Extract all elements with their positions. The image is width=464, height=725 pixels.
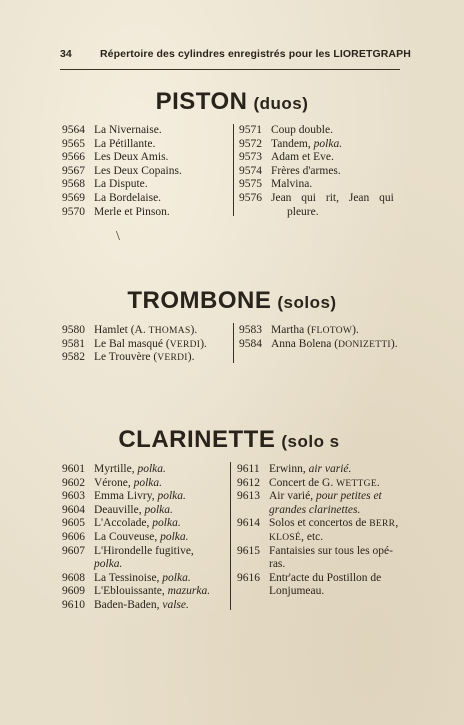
catalog-number: 9603	[62, 490, 85, 503]
catalog-title	[94, 477, 162, 491]
title-text: La Pétillante.	[94, 137, 156, 150]
catalog-number: 9604	[62, 503, 85, 516]
catalog-title	[269, 558, 285, 572]
catalog-entry	[62, 572, 232, 586]
title-text: La Dispute.	[94, 178, 148, 191]
catalog-number: 9572	[239, 137, 262, 150]
catalog-entry	[62, 504, 232, 518]
catalog-entry	[239, 178, 401, 192]
catalog-number: 9606	[62, 530, 85, 543]
catalog-title	[271, 165, 341, 179]
trombone-divider	[233, 323, 234, 363]
catalog-number: 9583	[239, 324, 262, 336]
title-tail: ).	[190, 324, 198, 336]
composer-name: VERDI	[169, 339, 201, 350]
catalog-number: 9613	[237, 490, 260, 503]
title-text: Frères d'armes.	[271, 164, 341, 177]
catalog-title	[94, 531, 189, 545]
catalog-title	[269, 490, 382, 504]
catalog-entry	[237, 463, 407, 477]
catalog-entry	[62, 324, 232, 338]
catalog-number: 9581	[62, 337, 85, 350]
catalog-title	[94, 151, 168, 165]
title-italic: polka.	[152, 517, 181, 530]
catalog-title	[94, 324, 197, 339]
catalog-number: 9612	[237, 476, 260, 489]
catalog-entry	[239, 324, 409, 338]
title-text: Baden-Baden,	[94, 598, 160, 611]
title-text: Vérone,	[94, 476, 131, 489]
catalog-title	[94, 206, 170, 220]
clarinette-title: CLARINETTE	[118, 426, 276, 453]
piston-right-list	[239, 124, 401, 219]
composer-name: KLOSÉ	[269, 532, 302, 543]
title-italic: valse.	[162, 598, 189, 611]
composer-name: FLOTOW	[310, 326, 353, 336]
title-text: Solos et concertos de	[269, 517, 370, 530]
title-tail: , etc.	[301, 530, 324, 543]
title-text: Hamlet (A.	[94, 324, 149, 336]
catalog-title	[94, 558, 122, 572]
catalog-title	[94, 138, 155, 152]
title-text: Les Deux Amis.	[94, 151, 169, 164]
title-text: Le Bal masqué (	[94, 337, 170, 350]
catalog-number: 9575	[239, 178, 262, 191]
title-italic: polka.	[313, 137, 343, 150]
catalog-entry	[237, 517, 407, 531]
title-text: Martha (	[271, 324, 311, 336]
catalog-entry	[237, 585, 407, 599]
title-italic: polka.	[94, 558, 123, 571]
catalog-title	[269, 504, 360, 518]
catalog-title	[269, 572, 381, 586]
catalog-entry	[239, 192, 401, 206]
title-italic: polka.	[144, 503, 173, 516]
catalog-title	[94, 504, 173, 518]
title-text: La Couveuse,	[94, 530, 158, 543]
title-italic: air varié.	[308, 463, 352, 475]
title-text: Anna Bolena (	[271, 337, 339, 350]
title-italic: polka.	[133, 476, 163, 489]
catalog-number: 9614	[237, 517, 260, 530]
catalog-number: 9607	[62, 544, 85, 557]
catalog-number: 9569	[62, 191, 85, 204]
title-text: Lonjumeau.	[269, 585, 325, 598]
catalog-entry	[237, 531, 407, 545]
title-text: Jean qui rit, Jean qui	[271, 191, 394, 204]
catalog-entry	[62, 124, 232, 138]
catalog-title	[94, 165, 182, 179]
composer-name: THOMAS	[148, 326, 191, 336]
catalog-number: 9608	[62, 571, 85, 584]
title-text: Deauville,	[94, 503, 142, 516]
catalog-title	[271, 324, 359, 339]
catalog-entry	[239, 151, 401, 165]
title-italic: polka.	[157, 490, 186, 503]
title-text: La Bordelaise.	[94, 191, 162, 204]
catalog-title	[269, 531, 323, 546]
title-tail: ).	[187, 351, 195, 364]
catalog-title	[271, 178, 312, 192]
title-text: Les Deux Copains.	[94, 164, 182, 177]
title-tail: ).	[390, 337, 398, 350]
title-text: La Nivernaise.	[94, 124, 162, 136]
catalog-title	[269, 463, 351, 477]
catalog-number: 9566	[62, 151, 85, 164]
title-text: Fantaisies sur tous les opé-	[269, 544, 393, 557]
catalog-title	[94, 192, 161, 206]
title-italic: mazurka.	[167, 585, 211, 598]
catalog-entry	[62, 206, 232, 220]
catalog-entry	[62, 138, 232, 152]
catalog-entry	[237, 477, 407, 491]
title-italic: grandes clarinettes.	[269, 503, 361, 516]
catalog-number: 9610	[62, 598, 85, 611]
running-title: Répertoire des cylindres enregistrés pour les LIORETGRAPH	[100, 48, 411, 60]
catalog-entry	[237, 558, 407, 572]
composer-name: WETTGE	[336, 478, 377, 489]
catalog-entry	[62, 517, 232, 531]
title-tail: ,	[395, 517, 399, 530]
title-italic: pour petites et	[315, 490, 382, 503]
header-rule	[60, 69, 400, 70]
catalog-entry	[62, 192, 232, 206]
catalog-entry	[239, 206, 401, 220]
catalog-number: 9571	[239, 124, 262, 136]
section-title-clarinette	[0, 426, 464, 454]
title-tail: ).	[352, 324, 359, 336]
catalog-number: 9611	[237, 463, 260, 475]
catalog-number: 9616	[237, 571, 260, 584]
title-text: Air varié,	[269, 490, 314, 503]
piston-divider	[233, 124, 234, 216]
catalog-title	[94, 599, 189, 613]
title-italic: polka.	[137, 463, 166, 475]
title-text: Erwinn,	[269, 463, 306, 475]
catalog-number: 9570	[62, 205, 85, 218]
catalog-title	[94, 178, 148, 192]
catalog-entry	[62, 585, 232, 599]
catalog-entry	[62, 599, 232, 613]
catalog-entry	[239, 124, 401, 138]
catalog-number: 9565	[62, 137, 85, 150]
ink-mark: \	[116, 229, 120, 244]
catalog-title	[271, 124, 333, 138]
catalog-number: 9609	[62, 585, 85, 598]
title-text: L'Accolade,	[94, 517, 150, 530]
catalog-title	[94, 338, 207, 353]
title-text: L'Eblouissante,	[94, 585, 165, 598]
piston-subtitle: (duos)	[253, 94, 309, 113]
catalog-number: 9567	[62, 164, 85, 177]
trombone-left-list	[62, 324, 232, 365]
catalog-entry	[62, 531, 232, 545]
title-text: La Tessinoise,	[94, 571, 160, 584]
catalog-entry	[62, 178, 232, 192]
trombone-subtitle: (solos)	[277, 293, 337, 312]
piston-title: PISTON	[155, 88, 248, 115]
catalog-entry	[239, 165, 401, 179]
catalog-number: 9576	[239, 191, 262, 204]
catalog-number: 9574	[239, 164, 262, 177]
section-title-trombone	[0, 287, 464, 315]
composer-name: DONIZETTI	[338, 339, 391, 350]
catalog-entry	[62, 477, 232, 491]
catalog-number: 9573	[239, 151, 262, 164]
title-italic: polka.	[160, 530, 189, 543]
catalog-entry	[62, 151, 232, 165]
catalog-entry	[237, 490, 407, 504]
catalog-title	[271, 138, 342, 152]
catalog-title	[269, 517, 398, 532]
catalog-title	[287, 206, 319, 220]
catalog-entry	[62, 165, 232, 179]
catalog-title	[94, 517, 181, 531]
clarinette-subtitle: (solo s	[281, 432, 340, 451]
catalog-number: 9564	[62, 124, 85, 136]
trombone-right-list	[239, 324, 409, 351]
catalog-title	[94, 463, 166, 477]
catalog-title	[94, 124, 162, 138]
catalog-number: 9601	[62, 463, 85, 475]
catalog-number: 9584	[239, 337, 262, 350]
catalog-entry	[62, 490, 232, 504]
clarinette-divider	[230, 462, 231, 610]
catalog-title	[94, 351, 195, 366]
catalog-entry	[62, 558, 232, 572]
catalog-number: 9602	[62, 476, 85, 489]
composer-name: BERR	[369, 519, 396, 530]
title-text: Merle et Pinson.	[94, 205, 170, 218]
catalog-title	[94, 490, 186, 504]
catalog-title	[269, 477, 380, 492]
title-text: pleure.	[287, 205, 319, 218]
catalog-number: 9605	[62, 517, 85, 530]
title-text: ras.	[269, 558, 286, 571]
catalog-entry	[239, 138, 401, 152]
title-text: L'Hirondelle fugitive,	[94, 544, 194, 557]
section-title-piston	[0, 88, 464, 116]
catalog-entry	[237, 572, 407, 586]
catalog-title	[269, 585, 324, 599]
title-text: Concert de G.	[269, 476, 337, 489]
title-text: Tandem,	[271, 137, 311, 150]
title-text: Coup double.	[271, 124, 333, 136]
composer-name: VERDI	[157, 353, 188, 364]
catalog-entry	[62, 351, 232, 365]
title-text: Entr'acte du Postillon de	[269, 571, 382, 584]
catalog-title	[94, 572, 191, 586]
catalog-title	[271, 151, 334, 165]
piston-left-list	[62, 124, 232, 219]
catalog-entry	[237, 545, 407, 559]
catalog-number: 9615	[237, 544, 260, 557]
title-italic: polka.	[162, 571, 191, 584]
catalog-title	[94, 585, 210, 599]
title-tail: ).	[200, 337, 207, 350]
catalog-number: 9580	[62, 324, 85, 336]
catalog-entry	[62, 463, 232, 477]
clarinette-left-list	[62, 463, 232, 613]
title-text: Emma Livry,	[94, 490, 155, 503]
title-text: Myrtille,	[94, 463, 135, 475]
title-text: Le Trouvère (	[94, 351, 158, 364]
catalog-title	[269, 545, 393, 559]
catalog-entry	[62, 545, 232, 559]
catalog-number: 9582	[62, 351, 85, 364]
catalog-title	[94, 545, 194, 559]
catalog-entry	[239, 338, 409, 352]
catalog-title	[271, 192, 394, 206]
trombone-title: TROMBONE	[127, 287, 272, 314]
catalog-entry	[237, 504, 407, 518]
page-number: 34	[60, 48, 72, 60]
title-text: Malvina.	[271, 178, 313, 191]
title-text: Adam et Eve.	[271, 151, 334, 164]
title-tail: .	[376, 476, 380, 489]
catalog-entry	[62, 338, 232, 352]
catalog-title	[271, 338, 398, 353]
clarinette-right-list	[237, 463, 407, 599]
catalog-number: 9568	[62, 178, 85, 191]
